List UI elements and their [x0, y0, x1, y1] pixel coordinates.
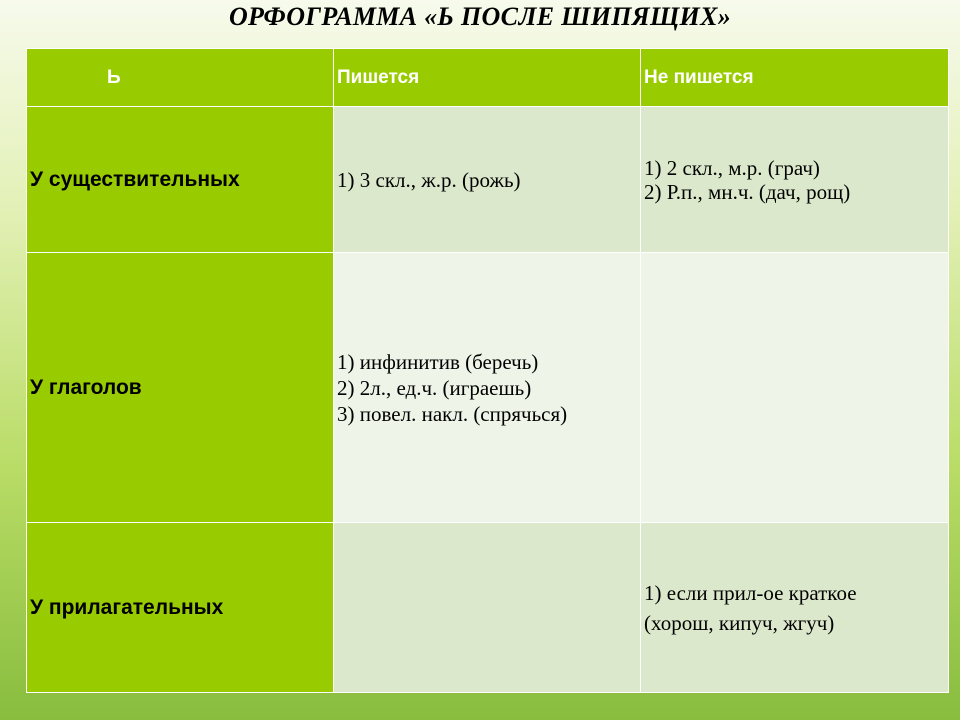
table-row — [27, 107, 949, 253]
row-label-verbs: У глаголов — [27, 253, 334, 523]
cell-line: 1) инфинитив (беречь) — [337, 349, 539, 374]
header-cell-written: Пишется — [334, 49, 641, 107]
cell-line: 1) 3 скл., ж.р. (рожь) — [337, 167, 521, 192]
cell-adjectives-not-written — [641, 523, 949, 693]
cell-line: (хорош, кипуч, жгуч) — [644, 610, 835, 635]
cell-nouns-not-written — [641, 107, 949, 253]
table-row — [27, 253, 949, 523]
spelling-rule-table — [26, 48, 949, 693]
cell-nouns-written — [334, 107, 641, 253]
cell-line: 1) если прил-ое краткое — [644, 580, 857, 605]
page-title: ОРФОГРАММА «Ь ПОСЛЕ ШИПЯЩИХ» — [228, 2, 732, 31]
cell-adjectives-written — [334, 523, 641, 693]
cell-line: 2) Р.п., мн.ч. (дач, рощ) — [644, 179, 851, 204]
header-cell-not-written: Не пишется — [641, 49, 949, 107]
row-label-nouns: У существительных — [27, 107, 334, 253]
cell-verbs-not-written — [641, 253, 949, 523]
row-label-adjectives: У прилагательных — [27, 523, 334, 693]
table-header-row — [27, 49, 949, 107]
cell-line: 3) повел. накл. (спрячься) — [337, 401, 568, 426]
header-cell-soft-sign: Ь — [27, 49, 334, 107]
cell-verbs-written — [334, 253, 641, 523]
cell-line: 1) 2 скл., м.р. (грач) — [644, 155, 820, 180]
cell-line: 2) 2л., ед.ч. (играешь) — [337, 375, 532, 400]
table-row — [27, 523, 949, 693]
